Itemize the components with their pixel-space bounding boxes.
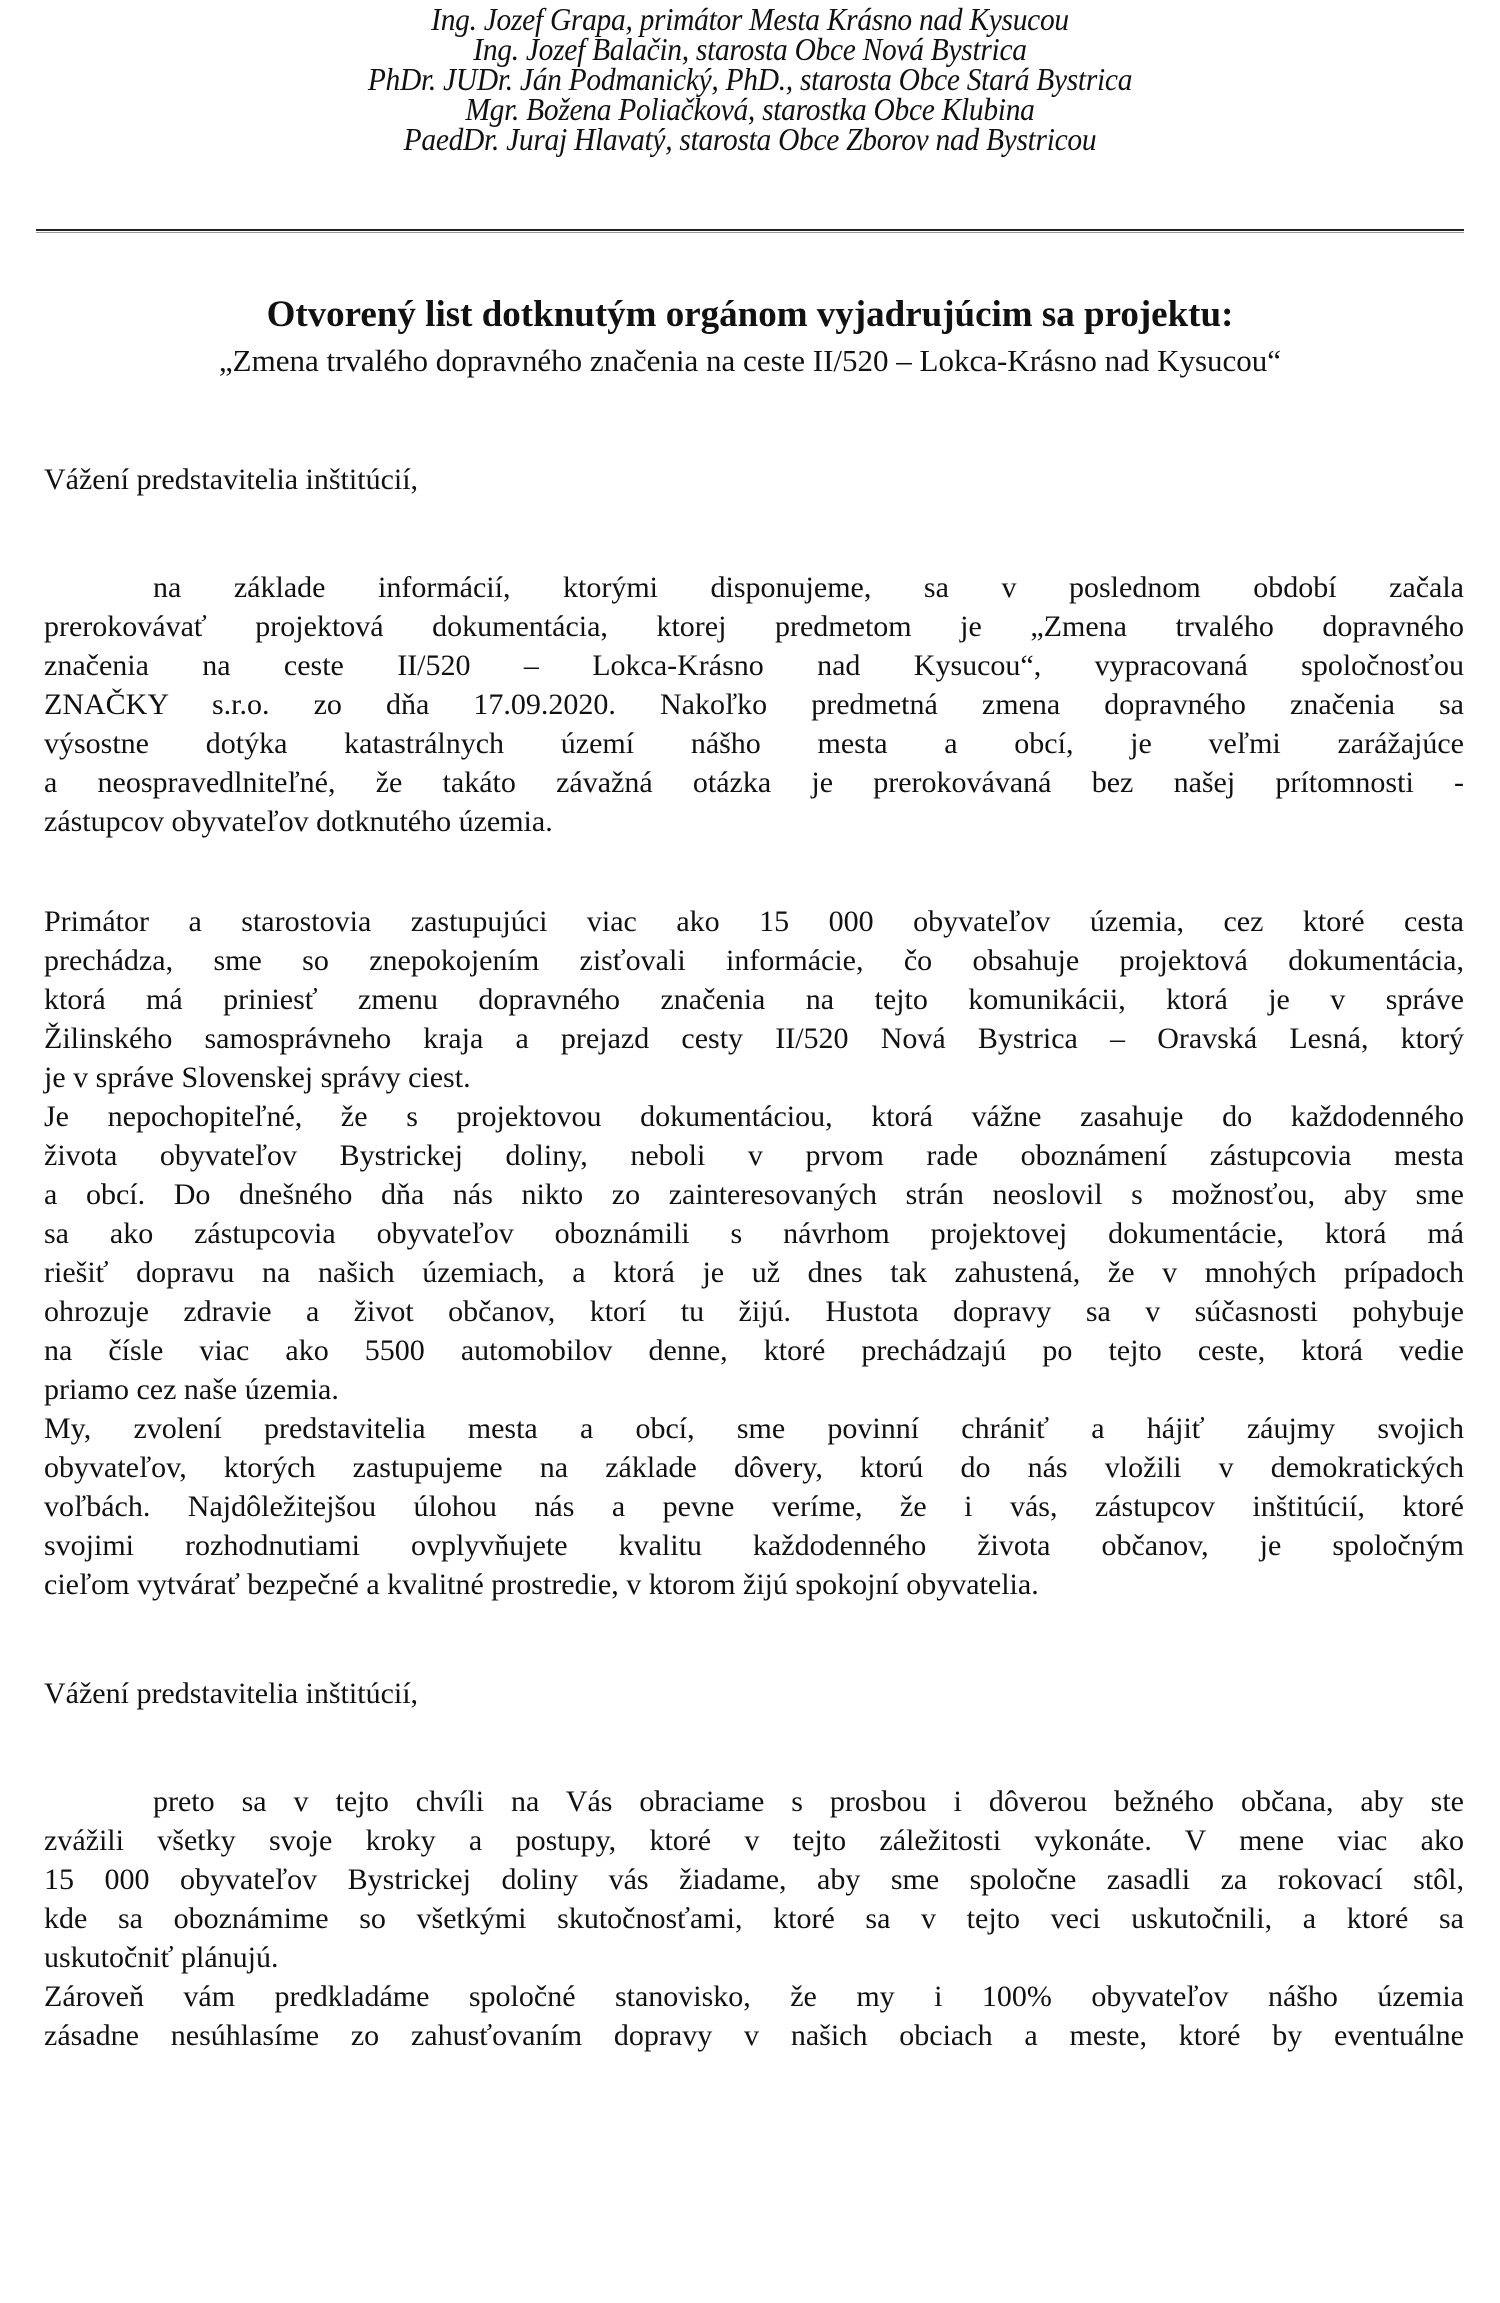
signatory-line: Mgr. Božena Poliačková, starostka Obce Klubina <box>465 91 1035 127</box>
body-line: kde sa oboznámime so všetkými skutočnosťami, ktoré sa v tejto veci uskutočnili, a ktoré sa <box>44 1902 1464 1935</box>
signatory-line: PhDr. JUDr. Ján Podmanický, PhD., starosta Obce Stará Bystrica <box>367 61 1133 97</box>
signatory-line: Ing. Jozef Grapa, primátor Mesta Krásno nad Kysucou <box>431 1 1069 37</box>
signatory-line: PaedDr. Juraj Hlavatý, starosta Obce Zborov nad Bystricou <box>403 121 1097 157</box>
body-line: a obcí. Do dnešného dňa nás nikto zo zainteresovaných strán neoslovil s možnosťou, aby sme <box>44 1178 1464 1211</box>
body-line: ohrozuje zdravie a život občanov, ktorí tu žijú. Hustota dopravy sa v súčasnosti pohybuje <box>44 1295 1464 1328</box>
body-line: Je nepochopiteľné, že s projektovou dokumentáciou, ktorá vážne zasahuje do každodenného <box>44 1100 1464 1133</box>
body-line: zásadne nesúhlasíme zo zahusťovaním dopravy v našich obciach a meste, ktoré by eventuálne <box>44 2019 1464 2052</box>
signatories-header <box>0 1 1500 157</box>
body-line: života obyvateľov Bystrickej doliny, neboli v prvom rade oboznámení zástupcovia mesta <box>44 1139 1464 1172</box>
salutation: Vážení predstavitelia inštitúcií, <box>44 463 419 496</box>
signatory-line: Ing. Jozef Balačin, starosta Obce Nová Bystrica <box>473 31 1027 67</box>
body-line: My, zvolení predstavitelia mesta a obcí, sme povinní chrániť a hájiť záujmy svojich <box>44 1412 1464 1445</box>
body-line: prechádza, sme so znepokojením zisťovali informácie, čo obsahuje projektová dokumentácia, <box>44 944 1464 977</box>
body-line: voľbách. Najdôležitejšou úlohou nás a pevne veríme, že i vás, zástupcov inštitúcií, ktoré <box>44 1490 1464 1523</box>
letter-subtitle: „Zmena trvalého dopravného značenia na ceste II/520 – Lokca-Krásno nad Kysucou“ <box>218 343 1282 378</box>
body-line: prerokovávať projektová dokumentácia, ktorej predmetom je „Zmena trvalého dopravného <box>44 610 1464 643</box>
body-line: uskutočniť plánujú. <box>44 1941 279 1974</box>
header-divider <box>36 229 1464 231</box>
body-line: zvážili všetky svoje kroky a postupy, ktoré v tejto záležitosti vykonáte. V mene viac ako <box>44 1824 1464 1857</box>
body-line: Primátor a starostovia zastupujúci viac ako 15 000 obyvateľov územia, cez ktoré cesta <box>44 905 1464 938</box>
body-line: ktorá má priniesť zmenu dopravného značenia na tejto komunikácii, ktorá je v správe <box>44 983 1464 1016</box>
body-line: sa ako zástupcovia obyvateľov oboznámili s návrhom projektovej dokumentácie, ktorá má <box>44 1217 1464 1250</box>
body-line: obyvateľov, ktorých zastupujeme na základe dôvery, ktorú do nás vložili v demokratických <box>44 1451 1464 1484</box>
body-line: a neospravedlniteľné, že takáto závažná otázka je prerokovávaná bez našej prítomnosti - <box>44 766 1464 799</box>
body-line: cieľom vytvárať bezpečné a kvalitné prostredie, v ktorom žijú spokojní obyvatelia. <box>44 1568 1039 1601</box>
body-line: Zároveň vám predkladáme spoločné stanovisko, že my i 100% obyvateľov nášho územia <box>44 1980 1464 2013</box>
body-line: zástupcov obyvateľov dotknutého územia. <box>44 805 553 838</box>
body-line: výsostne dotýka katastrálnych území nášho mesta a obcí, je veľmi zarážajúce <box>44 727 1464 760</box>
body-line: na základe informácií, ktorými disponujeme, sa v poslednom období začala <box>153 571 1464 604</box>
letter-title: Otvorený list dotknutým orgánom vyjadrujúcim sa projektu: <box>266 294 1234 335</box>
body-line: priamo cez naše územia. <box>44 1373 339 1406</box>
body-line: Žilinského samosprávneho kraja a prejazd cesty II/520 Nová Bystrica – Oravská Lesná, ktorý <box>44 1022 1464 1055</box>
body-line: riešiť dopravu na našich územiach, a ktorá je už dnes tak zahustená, že v mnohých prípadoch <box>44 1256 1464 1289</box>
body-line: je v správe Slovenskej správy ciest. <box>44 1061 471 1094</box>
body-line: 15 000 obyvateľov Bystrickej doliny vás žiadame, aby sme spoločne zasadli za rokovací stôl, <box>44 1863 1464 1896</box>
body-line: na čísle viac ako 5500 automobilov denne, ktoré prechádzajú po tejto ceste, ktorá vedie <box>44 1334 1464 1367</box>
body-line: značenia na ceste II/520 – Lokca-Krásno nad Kysucou“, vypracovaná spoločnosťou <box>44 649 1464 682</box>
body-line: preto sa v tejto chvíli na Vás obraciame s prosbou i dôverou bežného občana, aby ste <box>153 1785 1464 1818</box>
body-line: ZNAČKY s.r.o. zo dňa 17.09.2020. Nakoľko predmetná zmena dopravného značenia sa <box>44 688 1464 721</box>
salutation: Vážení predstavitelia inštitúcií, <box>44 1677 419 1710</box>
header-divider-shadow <box>36 232 1464 233</box>
body-line: svojimi rozhodnutiami ovplyvňujete kvalitu každodenného života občanov, je spoločným <box>44 1529 1464 1562</box>
